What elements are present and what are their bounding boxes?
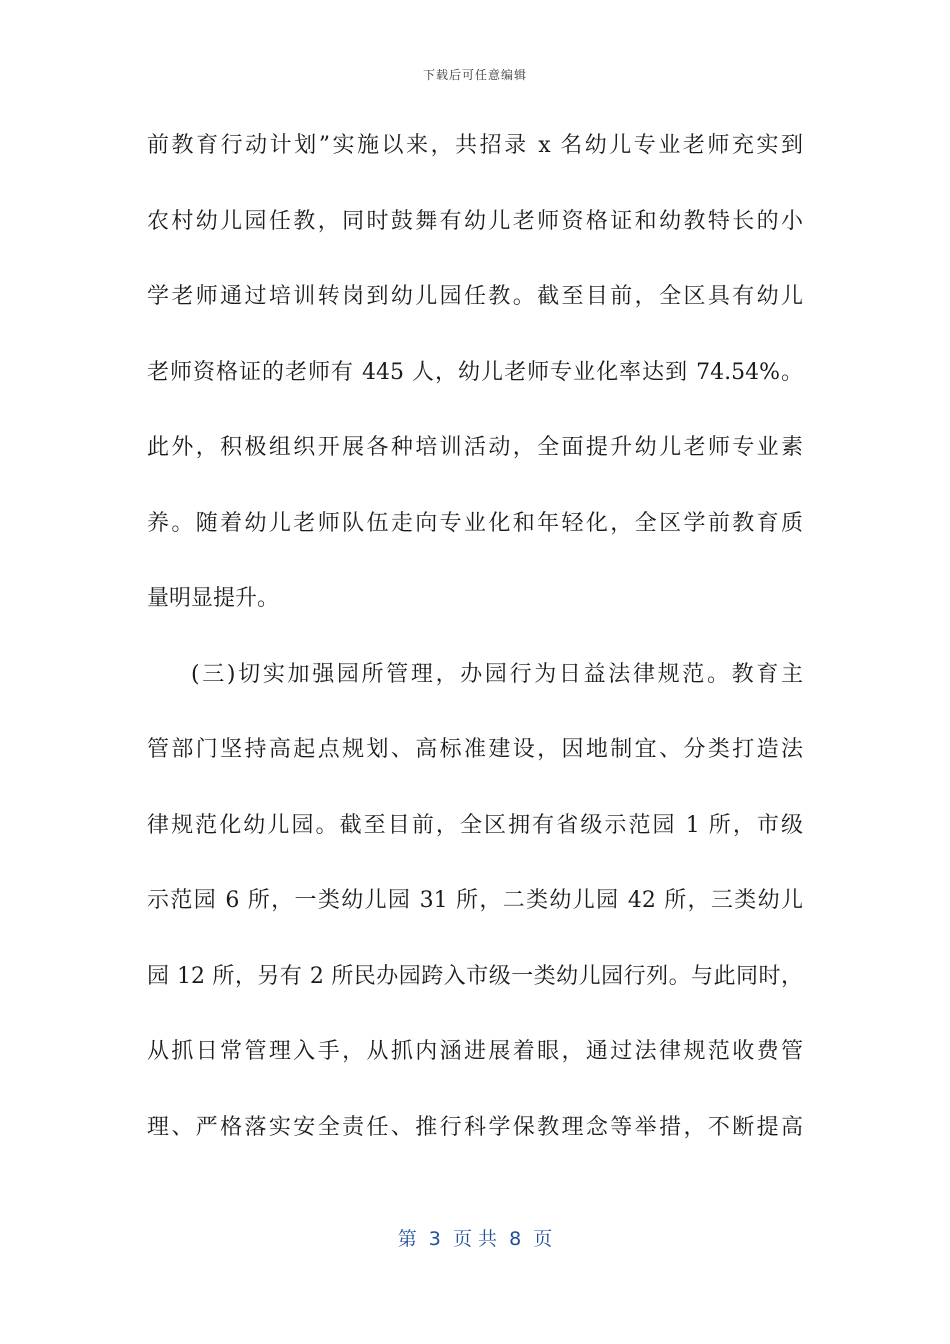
body-line: 学老师通过培训转岗到幼儿园任教。截至目前，全区具有幼儿 <box>147 284 803 309</box>
body-line: 理、严格落实安全责任、推行科学保教理念等举措，不断提高 <box>147 1114 803 1140</box>
body-line: 此外，积极组织开展各种培训活动，全面提升幼儿老师专业素 <box>147 435 803 460</box>
body-line: 老师资格证的老师有 445 人，幼儿老师专业化率达到 74.54%。 <box>147 359 803 385</box>
document-body <box>147 124 803 1181</box>
body-line: 园 12 所，另有 2 所民办园跨入市级一类幼儿园行列。与此同时， <box>147 963 803 989</box>
body-line: 量明显提升。 <box>147 586 280 611</box>
page-header: 下载后可任意编辑 <box>422 68 527 82</box>
body-line: 农村幼儿园任教，同时鼓舞有幼儿老师资格证和幼教特长的小 <box>147 208 803 234</box>
body-line: 示范园 6 所，一类幼儿园 31 所，二类幼儿园 42 所，三类幼儿 <box>147 888 803 913</box>
body-line: 律规范化幼儿园。截至目前，全区拥有省级示范园 1 所，市级 <box>147 812 803 838</box>
page-number-footer: 第 3 页 共 8 页 <box>397 1228 553 1250</box>
body-line: 养。随着幼儿老师队伍走向专业化和年轻化，全区学前教育质 <box>147 510 803 536</box>
body-line: 管部门坚持高起点规划、高标准建设，因地制宜、分类打造法 <box>147 737 803 762</box>
body-line: (三)切实加强园所管理，办园行为日益法律规范。教育主 <box>191 661 803 687</box>
body-line: 前教育行动计划”实施以来，共招录 x 名幼儿专业老师充实到 <box>147 133 803 158</box>
body-line: 从抓日常管理入手，从抓内涵进展着眼，通过法律规范收费管 <box>147 1039 803 1064</box>
